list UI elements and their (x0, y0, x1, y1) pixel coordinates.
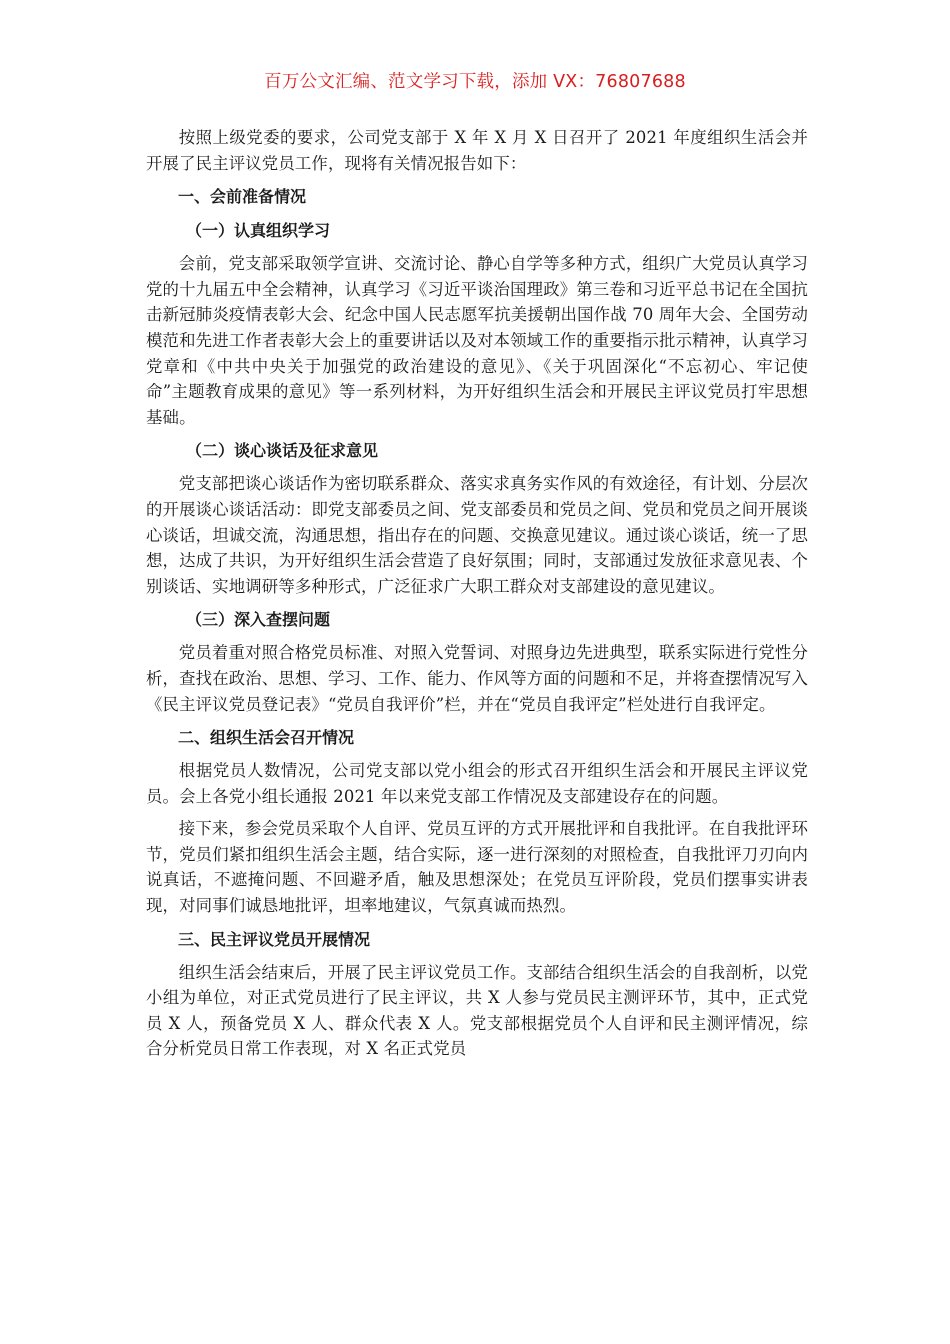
section-3-heading: 三、民主评议党员开展情况 (178, 929, 371, 949)
subsection-2-paragraph: 党支部把谈心谈话作为密切联系群众、落实求真务实作风的有效途径，有计划、分层次的开展谈心谈话活动：即党支部委员之间、党支部委员和党员之间、党员和党员之间开展谈心谈话，坦诚交流，沟通思想，指出存在的问题、交换意见建议。通过谈心谈话，统一了思想，达成了共识，为开好组织生活会营造了良好氛围；同时，支部通过发放征求意见表、个别谈话、实地调研等多种形式，广泛征求广大职工群众对支部建设的意见建议。 (146, 474, 808, 596)
subsection-1-heading: （一）认真组织学习 (186, 221, 331, 241)
subsection-3-heading: （三）深入查摆问题 (186, 610, 331, 630)
section-2-heading: 二、组织生活会召开情况 (178, 728, 355, 748)
header-banner: 百万公文汇编、范文学习下载，添加 VX：76807688 (264, 72, 686, 92)
document-body (146, 125, 808, 1069)
section-3-paragraph-1: 组织生活会结束后，开展了民主评议党员工作。支部结合组织生活会的自我剖析，以党小组为单位，对正式党员进行了民主评议，共 X 人参与党员民主测评环节，其中，正式党员 X 人，预备党员 X 人、群众代表 X 人。党支部根据党员个人自评和民主测评情况，综合分析党员日常工作表现，对 X 名正式党员 (146, 962, 808, 1059)
intro-paragraph: 按照上级党委的要求，公司党支部于 X 年 X 月 X 日召开了 2021 年度组织生活会并开展了民主评议党员工作，现将有关情况报告如下： (146, 128, 808, 173)
section-2-paragraph-1: 根据党员人数情况，公司党支部以党小组会的形式召开组织生活会和开展民主评议党员。会上各党小组长通报 2021 年以来党支部工作情况及支部建设存在的问题。 (146, 761, 808, 806)
subsection-3-paragraph: 党员着重对照合格党员标准、对照入党誓词、对照身边先进典型，联系实际进行党性分析，查找在政治、思想、学习、工作、能力、作风等方面的问题和不足，并将查摆情况写入《民主评议党员登记表》“党员自我评价”栏，并在“党员自我评定”栏处进行自我评定。 (146, 643, 808, 714)
subsection-1-paragraph: 会前，党支部采取领学宣讲、交流讨论、静心自学等多种方式，组织广大党员认真学习党的十九届五中全会精神，认真学习《习近平谈治国理政》第三卷和习近平总书记在全国抗击新冠肺炎疫情表彰大会、纪念中国人民志愿军抗美援朝出国作战 70 周年大会、全国劳动模范和先进工作者表彰大会上的重要讲话以及对本领域工作的重要指示批示精神，认真学习党章和《中共中央关于加强党的政治建设的意见》、《关于巩固深化“不忘初心、牢记使命”主题教育成果的意见》等一系列材料，为开好组织生活会和开展民主评议党员打牢思想基础。 (146, 254, 808, 427)
section-1-heading: 一、会前准备情况 (178, 187, 307, 207)
subsection-2-heading: （二）谈心谈话及征求意见 (186, 441, 379, 461)
section-2-paragraph-2: 接下来，参会党员采取个人自评、党员互评的方式开展批评和自我批评。在自我批评环节，党员们紧扣组织生活会主题，结合实际，逐一进行深刻的对照检查，自我批评刀刃向内说真话，不遮掩问题、不回避矛盾，触及思想深处；在党员互评阶段，党员们摆事实讲表现，对同事们诚恳地批评，坦率地建议，气氛真诚而热烈。 (146, 819, 808, 916)
